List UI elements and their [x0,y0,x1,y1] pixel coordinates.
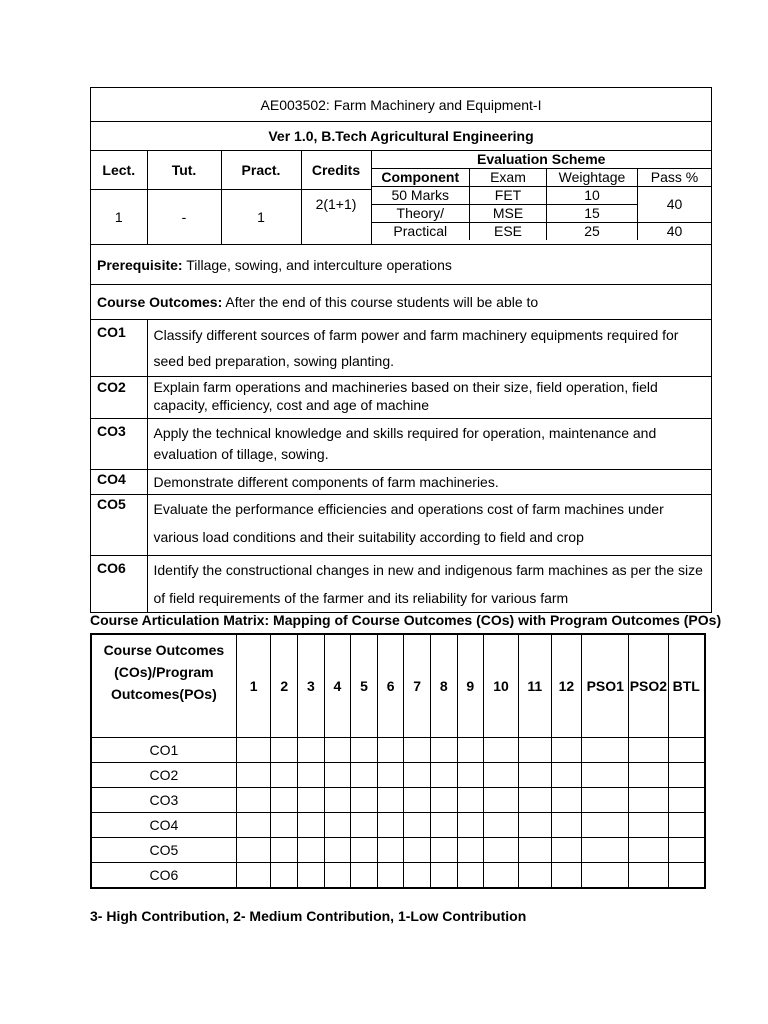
exam-ese: ESE [470,223,547,241]
matrix-cell [404,863,431,889]
matrix-cell [324,813,351,838]
prerequisite-label: Prerequisite: [97,256,183,273]
matrix-cell [629,788,668,813]
matrix-row-label: CO1 [91,738,236,763]
matrix-cell [236,863,271,889]
po-column-header: 1 [236,634,271,738]
matrix-row-label: CO4 [91,813,236,838]
outcome-code: CO6 [91,556,147,613]
matrix-cell [484,863,519,889]
component-line: 50 Marks [372,187,470,205]
articulation-matrix-table [90,633,706,889]
credits-header: Credits [301,151,371,190]
matrix-cell [324,738,351,763]
matrix-cell [236,738,271,763]
matrix-cell [298,813,325,838]
matrix-cell [629,838,668,863]
matrix-cell [582,788,629,813]
matrix-cell [271,863,298,889]
po-column-header: 7 [404,634,431,738]
matrix-row [91,813,705,838]
outcome-text: Demonstrate different components of farm machineries. [147,470,711,495]
outcome-code: CO3 [91,419,147,470]
credits-value: 2(1+1) [301,190,371,245]
matrix-cell [430,738,457,763]
matrix-cell [351,813,378,838]
matrix-cell [324,863,351,889]
course-version: Ver 1.0, B.Tech Agricultural Engineering [91,122,712,151]
matrix-cell [271,813,298,838]
component-line: Theory/ [372,205,470,223]
matrix-cell [582,813,629,838]
matrix-cell [377,788,404,813]
matrix-cell [430,838,457,863]
matrix-cell [457,813,484,838]
matrix-cell [668,788,705,813]
matrix-cell [668,838,705,863]
matrix-row-label: CO3 [91,788,236,813]
po-column-header: 5 [351,634,378,738]
credit-eval-block [91,151,711,244]
matrix-cell [298,788,325,813]
weightage-fet: 10 [547,187,638,205]
matrix-header-row [91,634,705,738]
matrix-cell [668,863,705,889]
matrix-cell [551,763,582,788]
outcome-row [91,470,711,495]
component-header: Component [372,169,470,187]
matrix-cell [457,838,484,863]
po-column-header: 6 [377,634,404,738]
matrix-cell [551,813,582,838]
matrix-cell [518,838,551,863]
pract-value: 1 [221,190,301,245]
po-column-header: 9 [457,634,484,738]
po-column-header: 8 [430,634,457,738]
weightage-header: Weightage [547,169,638,187]
matrix-cell [668,738,705,763]
matrix-cell [484,788,519,813]
matrix-cell [457,863,484,889]
matrix-cell [457,763,484,788]
matrix-row-label: CO6 [91,863,236,889]
matrix-cell [351,838,378,863]
tut-value: - [147,190,221,245]
outcome-text: Classify different sources of farm power and farm machinery equipments required for seed bed preparation, sowing planting. [147,320,711,377]
matrix-cell [518,763,551,788]
weightage-ese: 25 [547,223,638,241]
outcome-code: CO4 [91,470,147,495]
matrix-cell [236,838,271,863]
matrix-cell [518,788,551,813]
matrix-cell [404,763,431,788]
matrix-row [91,838,705,863]
outcome-row [91,320,711,377]
matrix-row [91,863,705,889]
corner-line: Course Outcomes [103,642,225,658]
outcome-code: CO5 [91,495,147,556]
matrix-cell [324,838,351,863]
matrix-cell [298,738,325,763]
matrix-cell [668,813,705,838]
matrix-cell [582,738,629,763]
outcome-code: CO2 [91,377,147,419]
matrix-cell [582,763,629,788]
outcome-code: CO1 [91,320,147,377]
contribution-legend: 3- High Contribution, 2- Medium Contribution, 1-Low Contribution [90,908,527,924]
component-line: Practical [372,223,470,241]
matrix-row-label: CO2 [91,763,236,788]
po-column-header: 11 [518,634,551,738]
matrix-cell [404,838,431,863]
po-column-header: 12 [551,634,582,738]
pso-column-header: PSO1 [582,634,629,738]
matrix-cell [484,763,519,788]
outcome-row [91,556,711,613]
matrix-cell [629,738,668,763]
matrix-cell [457,788,484,813]
outcome-text: Identify the constructional changes in new and indigenous farm machines as per the size of field requirements of the farmer and its reliability for various farm [147,556,711,613]
exam-mse: MSE [470,205,547,223]
matrix-cell [668,763,705,788]
matrix-cell [430,763,457,788]
po-column-header: 3 [298,634,325,738]
matrix-cell [484,838,519,863]
matrix-cell [351,763,378,788]
po-column-header: 4 [324,634,351,738]
matrix-cell [351,863,378,889]
matrix-cell [551,838,582,863]
matrix-cell [484,813,519,838]
matrix-cell [430,863,457,889]
tut-header: Tut. [147,151,221,190]
matrix-cell [582,838,629,863]
matrix-cell [404,788,431,813]
matrix-cell [298,763,325,788]
course-outcomes-intro [91,285,712,320]
lect-value: 1 [91,190,147,245]
matrix-cell [551,738,582,763]
matrix-cell [377,813,404,838]
matrix-cell [271,763,298,788]
outcomes-list [91,320,711,612]
matrix-row [91,738,705,763]
matrix-cell [377,838,404,863]
matrix-cell [518,813,551,838]
matrix-cell [351,738,378,763]
pass-value: 40 [638,223,712,241]
outcome-text: Explain farm operations and machineries based on their size, field operation, field capacity, efficiency, cost and age of machine [147,377,711,419]
matrix-cell [298,863,325,889]
lect-header: Lect. [91,151,147,190]
pract-header: Pract. [221,151,301,190]
outcome-row [91,377,711,419]
matrix-row [91,788,705,813]
matrix-cell [377,738,404,763]
matrix-cell [236,763,271,788]
po-column-header: 10 [484,634,519,738]
outcome-text: Evaluate the performance efficiencies and operations cost of farm machines under various load conditions and their suitability according to field and crop [147,495,711,556]
prerequisite [91,245,712,285]
matrix-cell [271,838,298,863]
po-column-header: 2 [271,634,298,738]
pso-column-header: PSO2 [629,634,668,738]
matrix-cell [629,813,668,838]
weightage-mse: 15 [547,205,638,223]
matrix-cell [430,788,457,813]
matrix-cell [629,863,668,889]
prerequisite-text: Tillage, sowing, and interculture operations [182,256,452,273]
outcome-row [91,419,711,470]
matrix-cell [271,788,298,813]
matrix-cell [324,788,351,813]
matrix-cell [236,813,271,838]
matrix-caption: Course Articulation Matrix: Mapping of Course Outcomes (COs) with Program Outcomes (POs) [90,612,722,628]
matrix-cell [236,788,271,813]
matrix-corner-label [91,634,236,738]
outcomes-text: After the end of this course students will be able to [222,294,539,310]
matrix-cell [430,813,457,838]
matrix-cell [582,863,629,889]
matrix-cell [271,738,298,763]
corner-line: (COs)/Program [114,664,214,680]
matrix-cell [457,738,484,763]
outcome-row [91,495,711,556]
pass-value: 40 [638,187,712,223]
exam-fet: FET [470,187,547,205]
outcomes-label: Course Outcomes: [97,294,223,310]
matrix-row [91,763,705,788]
matrix-row-label: CO5 [91,838,236,863]
exam-header: Exam [470,169,547,187]
matrix-cell [404,738,431,763]
matrix-cell [629,763,668,788]
matrix-cell [404,813,431,838]
matrix-cell [324,763,351,788]
outcome-text: Apply the technical knowledge and skills required for operation, maintenance and evaluation of tillage, sowing. [147,419,711,470]
matrix-cell [551,863,582,889]
course-details-table [90,87,712,613]
evaluation-scheme-table [372,151,712,240]
matrix-cell [551,788,582,813]
matrix-cell [298,838,325,863]
matrix-cell [377,863,404,889]
evaluation-scheme-title: Evaluation Scheme [372,151,712,169]
matrix-cell [518,738,551,763]
course-title: AE003502: Farm Machinery and Equipment-I [91,88,712,122]
matrix-cell [518,863,551,889]
pass-header: Pass % [638,169,712,187]
matrix-cell [377,763,404,788]
matrix-cell [351,788,378,813]
matrix-cell [484,738,519,763]
corner-line: Outcomes(POs) [110,686,217,702]
btl-column-header: BTL [668,634,705,738]
